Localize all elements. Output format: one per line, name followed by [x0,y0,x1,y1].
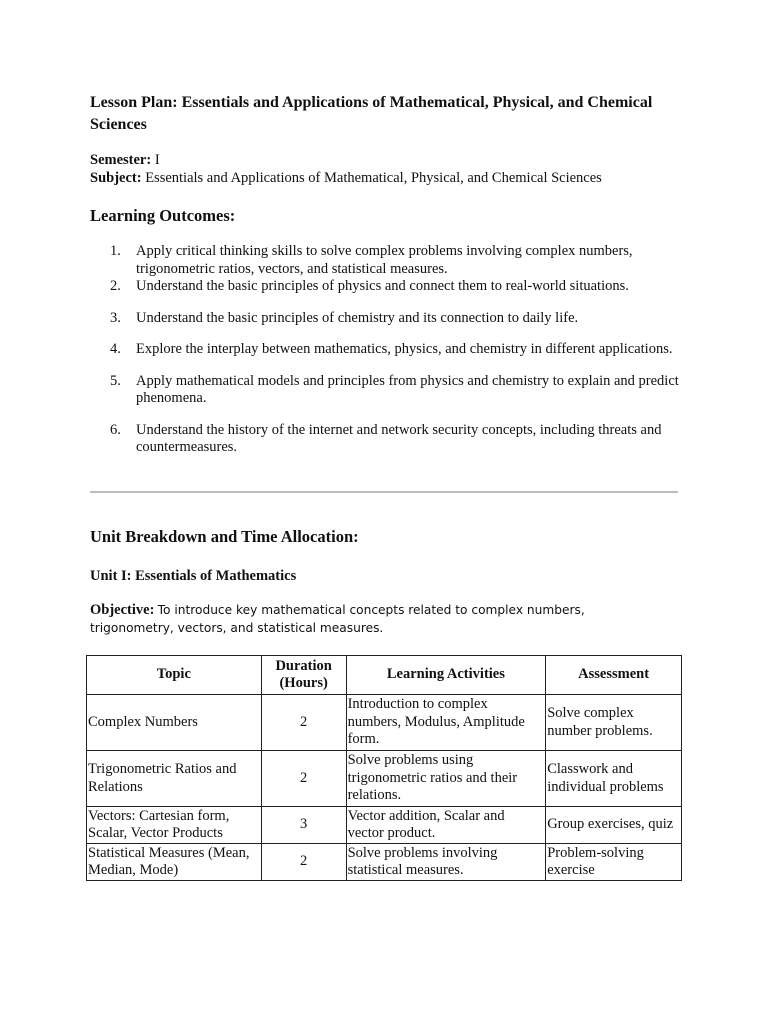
list-item-text: Apply mathematical models and principles from physics and chemistry to explain and predict phenomena. [136,372,679,406]
semester-line [90,151,730,169]
learning-outcomes-heading: Learning Outcomes: [90,206,236,225]
list-item [90,373,680,408]
table-row [87,695,682,751]
duration-header-line2: (Hours) [279,675,328,691]
unit-breakdown-heading: Unit Breakdown and Time Allocation: [90,527,359,546]
cell-topic: Vectors: Cartesian form, Scalar, Vector Products [87,807,262,844]
list-item [90,310,680,328]
cell-activities: Solve problems using trigonometric ratios and their relations. [346,751,546,807]
table-row [87,844,682,881]
list-item-number: 1. [110,243,121,259]
unit-1-objective [90,601,650,637]
list-item-number: 3. [110,309,121,326]
list-item [90,422,680,457]
list-item [90,278,680,296]
list-item-text: Understand the history of the internet and network security concepts, including threats and countermeasures. [136,421,662,455]
cell-activities: Introduction to complex numbers, Modulus, Amplitude form. [346,695,546,751]
unit-1-heading: Unit I: Essentials of Mathematics [90,568,297,584]
list-item-text: Apply critical thinking skills to solve complex problems involving complex numbers, trigonometric ratios, vectors, and statistical measures. [136,243,633,277]
col-header-activities: Learning Activities [346,656,546,695]
cell-assessment: Problem-solving exercise [546,844,682,881]
page-title: Lesson Plan: Essentials and Applications of Mathematical, Physical, and Chemical Sciences [90,94,653,133]
list-item-number: 5. [110,372,121,389]
list-item-number: 6. [110,421,121,438]
cell-duration: 2 [261,844,346,881]
col-header-assessment: Assessment [546,656,682,695]
subject-label: Subject: [90,170,142,186]
horizontal-divider [90,491,678,493]
course-meta [90,151,730,187]
cell-topic: Trigonometric Ratios and Relations [87,751,262,807]
learning-outcomes-list [90,243,680,457]
cell-activities: Solve problems involving statistical measures. [346,844,546,881]
list-item [90,341,680,359]
cell-activities: Vector addition, Scalar and vector product. [346,807,546,844]
list-item [90,243,680,278]
cell-assessment: Classwork and individual problems [546,751,682,807]
subject-line [90,169,730,187]
cell-duration: 3 [261,807,346,844]
cell-topic: Statistical Measures (Mean, Median, Mode) [87,844,262,881]
list-item-number: 2. [110,278,121,294]
objective-label: Objective: [90,602,155,618]
semester-label: Semester: [90,152,152,168]
list-item-number: 4. [110,341,121,357]
table-row [87,751,682,807]
semester-value: I [154,152,160,168]
duration-header-line1: Duration [275,657,332,674]
cell-duration: 2 [261,695,346,751]
table-header-row [87,656,682,695]
subject-value: Essentials and Applications of Mathematical, Physical, and Chemical Sciences [145,170,602,186]
cell-topic: Complex Numbers [87,695,262,751]
cell-assessment: Solve complex number problems. [546,695,682,751]
cell-duration: 2 [261,751,346,807]
list-item-text: Understand the basic principles of physics and connect them to real-world situations. [136,278,629,294]
list-item-text: Explore the interplay between mathematics, physics, and chemistry in different applications. [136,341,673,357]
col-header-duration [261,656,346,695]
list-item-text: Understand the basic principles of chemistry and its connection to daily life. [136,309,579,326]
objective-text: To introduce key mathematical concepts related to complex numbers, trigonometry, vectors, and statistical measures. [90,603,585,635]
col-header-topic: Topic [87,656,262,695]
unit-1-table [86,655,682,881]
cell-assessment: Group exercises, quiz [546,807,682,844]
table-row [87,807,682,844]
